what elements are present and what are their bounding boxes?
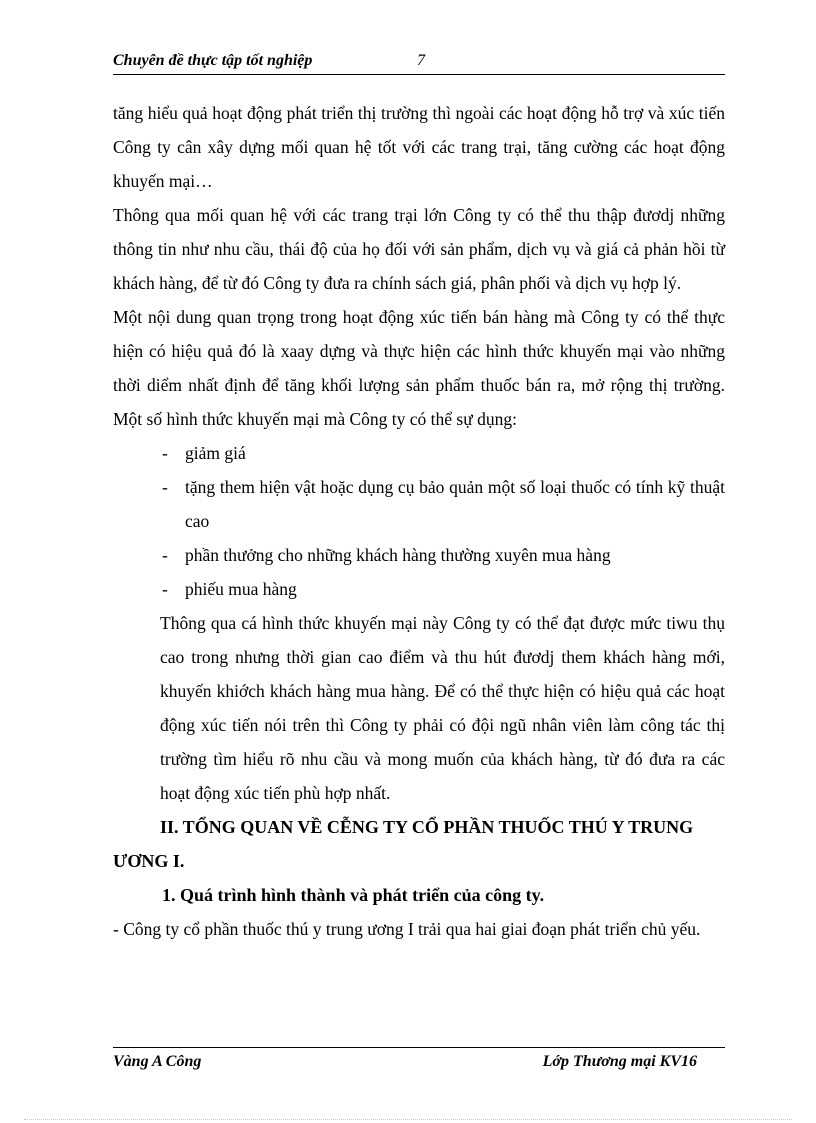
list-item [113,436,725,470]
paragraph-1: tăng hiểu quả hoạt động phát triển thị trường thì ngoài các hoạt động hỗ trợ và xúc tiến Công ty cân xây dựng mối quan hệ tốt với các trang trại, tăng cường các hoạt động khuyến mại… [113,103,725,191]
bullet-list [113,436,725,606]
subsection-heading: 1. Quá trình hình thành và phát triển của công ty. [162,885,545,905]
list-item-text: phần thưởng cho những khách hàng thường xuyên mua hàng [185,545,611,565]
page-header [113,52,725,75]
header-title: Chuyên đề thực tập tốt nghiệp [113,52,313,69]
list-item-text: tặng them hiện vật hoặc dụng cụ bảo quản một số loại thuốc có tính kỹ thuật cao [185,477,725,531]
section-heading: II. TỔNG QUAN VỀ CỄNG TY CỔ PHẦN THUỐC THÚ Y TRUNG ƯƠNG I. [113,817,694,871]
bullet-dash: - [162,477,168,497]
paragraph-3: Một nội dung quan trọng trong hoạt động xúc tiến bán hàng mà Công ty có thể thực hiện có hiệu quả đó là xaay dựng và thực hiện các hình thức khuyến mại vào những thời diểm nhất định để tăng khối lượng sản phẩm thuốc bán ra, mở rộng thị trường. Một số hình thức khuyến mại mà Công ty có thể sự dụng: [113,307,725,429]
paragraph-4: Thông qua cá hình thức khuyến mại này Công ty có thể đạt được mức tiwu thụ cao trong nhưng thời gian cao điểm và thu hút đươdj them khách hàng mới, khuyến khiớch khách hàng mua hàng. Để có thể thực hiện có hiệu quả các hoạt động xúc tiến nói trên thì Công ty phải có đội ngũ nhân viên làm công tác thị trường tìm hiểu rõ nhu cầu và mong muốn của khách hàng, từ đó đưa ra các hoạt động xúc tiến phù hợp nhất. [160,613,725,803]
list-item-text: phiếu mua hàng [185,579,297,599]
page-footer [113,1047,725,1074]
page-number: 7 [417,52,425,69]
list-item [113,538,725,572]
list-item [113,572,725,606]
footer-class: Lớp Thương mại KV16 [542,1053,697,1070]
bullet-dash: - [162,545,168,565]
paragraph-5: - Công ty cổ phần thuốc thú y trung ương I trải qua hai giai đoạn phát triển chủ yếu. [113,919,701,939]
bullet-dash: - [162,579,168,599]
page-break-line [24,1119,792,1120]
paragraph-2: Thông qua mối quan hệ với các trang trại lớn Công ty có thể thu thập đươdj những thông tin như nhu cầu, thái độ của họ đối với sản phẩm, dịch vụ và giá cả phản hồi từ khách hàng, để từ đó Công ty đưa ra chính sách giá, phân phối và dịch vụ hợp lý. [113,205,725,293]
document-body [113,96,725,946]
bullet-dash: - [162,443,168,463]
footer-author: Vàng A Công [113,1053,202,1070]
list-item [113,470,725,538]
list-item-text: giảm giá [185,443,246,463]
